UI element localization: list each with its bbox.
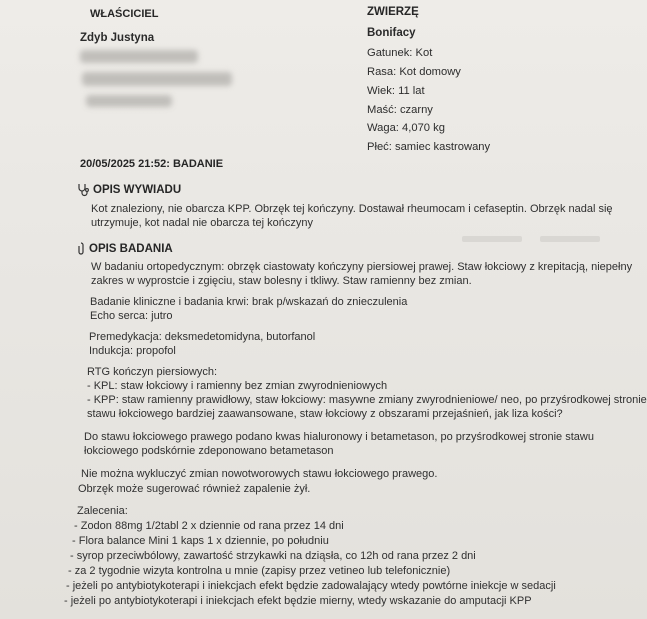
recommendation-item: - Flora balance Mini 1 kaps 1 x dziennie, po południu (72, 535, 329, 547)
exam-line: Obrzęk może sugerować również zapalenie żył. (78, 483, 311, 495)
animal-heading: ZWIERZĘ (367, 6, 419, 18)
animal-weight: Waga: 4,070 kg (367, 122, 445, 134)
exam-line: - KPL: staw łokciowy i ramienny bez zmian zwyrodnieniowych (87, 380, 388, 392)
owner-heading: WŁAŚCICIEL (90, 8, 159, 20)
animal-age: Wiek: 11 lat (367, 85, 425, 97)
recommendation-item: - Zodon 88mg 1/2tabl 2 x dziennie od rana przez 14 dni (74, 520, 344, 532)
exam-line: zakres w wyprostcie i zgięciu, staw bolesny i tkliwy. Staw ramienny bez zmian. (91, 275, 472, 287)
owner-name: Zdyb Justyna (80, 32, 155, 44)
exam-line: Indukcja: propofol (89, 345, 176, 357)
stethoscope-icon (76, 183, 90, 197)
examination-heading-label: OPIS BADANIA (89, 243, 173, 255)
exam-line: RTG kończyn piersiowych: (87, 366, 218, 378)
history-line: utrzymuje, kot nadal nie obarcza tej kończyny (91, 217, 313, 229)
exam-line: Do stawu łokciowego prawego podano kwas hialuronowy i betametason, po przyśrodkowej stronie stawu (84, 431, 594, 443)
history-heading-label: OPIS WYWIADU (93, 184, 182, 196)
exam-line: W badaniu ortopedycznym: obrzęk ciastowaty kończyny piersiowej prawej. Staw łokciowy z krepitacją, niepełny (91, 261, 633, 273)
recommendation-item: - syrop przeciwbólowy, zawartość strzykawki na dziąsła, co 12h od rana przez 2 dni (70, 550, 476, 562)
examination-heading (76, 242, 173, 256)
redacted-phone (86, 95, 172, 107)
exam-line: Echo serca: jutro (90, 310, 173, 322)
exam-line: stawu łokciowego bardziej zaawansowane, staw łokciowy z obszarami przejaśnień, jak liza kości? (87, 408, 563, 420)
exam-line: Premedykacja: deksmedetomidyna, butorfanol (89, 331, 316, 343)
redacted-address-2 (82, 72, 232, 86)
recommendation-item: - jeżeli po antybiotykoterapi i iniekcjach efekt będzie zadowalający wtedy powtórne iniekcje w sedacji (66, 580, 556, 592)
animal-name: Bonifacy (367, 27, 416, 39)
recommendation-item: - jeżeli po antybiotykoterapi i iniekcjach efekt będzie mierny, wtedy wskazanie do amputacji KPP (64, 595, 532, 607)
history-heading (76, 183, 181, 197)
exam-header: 20/05/2025 21:52: BADANIE (80, 158, 224, 170)
animal-sex: Płeć: samiec kastrowany (367, 141, 491, 153)
clipboard-icon (76, 242, 86, 256)
history-line: Kot znaleziony, nie obarcza KPP. Obrzęk tej kończyny. Dostawał rheumocam i cefaseptin. Obrzęk nadal się (91, 203, 613, 215)
exam-line: Nie można wykluczyć zmian nowotworowych stawu łokciowego prawego. (81, 468, 438, 480)
animal-species: Gatunek: Kot (367, 47, 433, 59)
redacted-address (80, 50, 198, 63)
exam-line: łokciowego podskórnie zdeponowano betametason (84, 445, 334, 457)
animal-breed: Rasa: Kot domowy (367, 66, 461, 78)
exam-line: - KPP: staw ramienny prawidłowy, staw łokciowy: masywne zmiany zwyrodnieniowe/ neo, po przyśrodkowej stronie (87, 394, 647, 406)
recommendations-heading: Zalecenia: (77, 505, 128, 517)
animal-color: Maść: czarny (367, 104, 433, 116)
recommendation-item: - za 2 tygodnie wizyta kontrolna u mnie (zapisy przez vetineo lub telefonicznie) (68, 565, 451, 577)
exam-line: Badanie kliniczne i badania krwi: brak p/wskazań do znieczulenia (90, 296, 408, 308)
